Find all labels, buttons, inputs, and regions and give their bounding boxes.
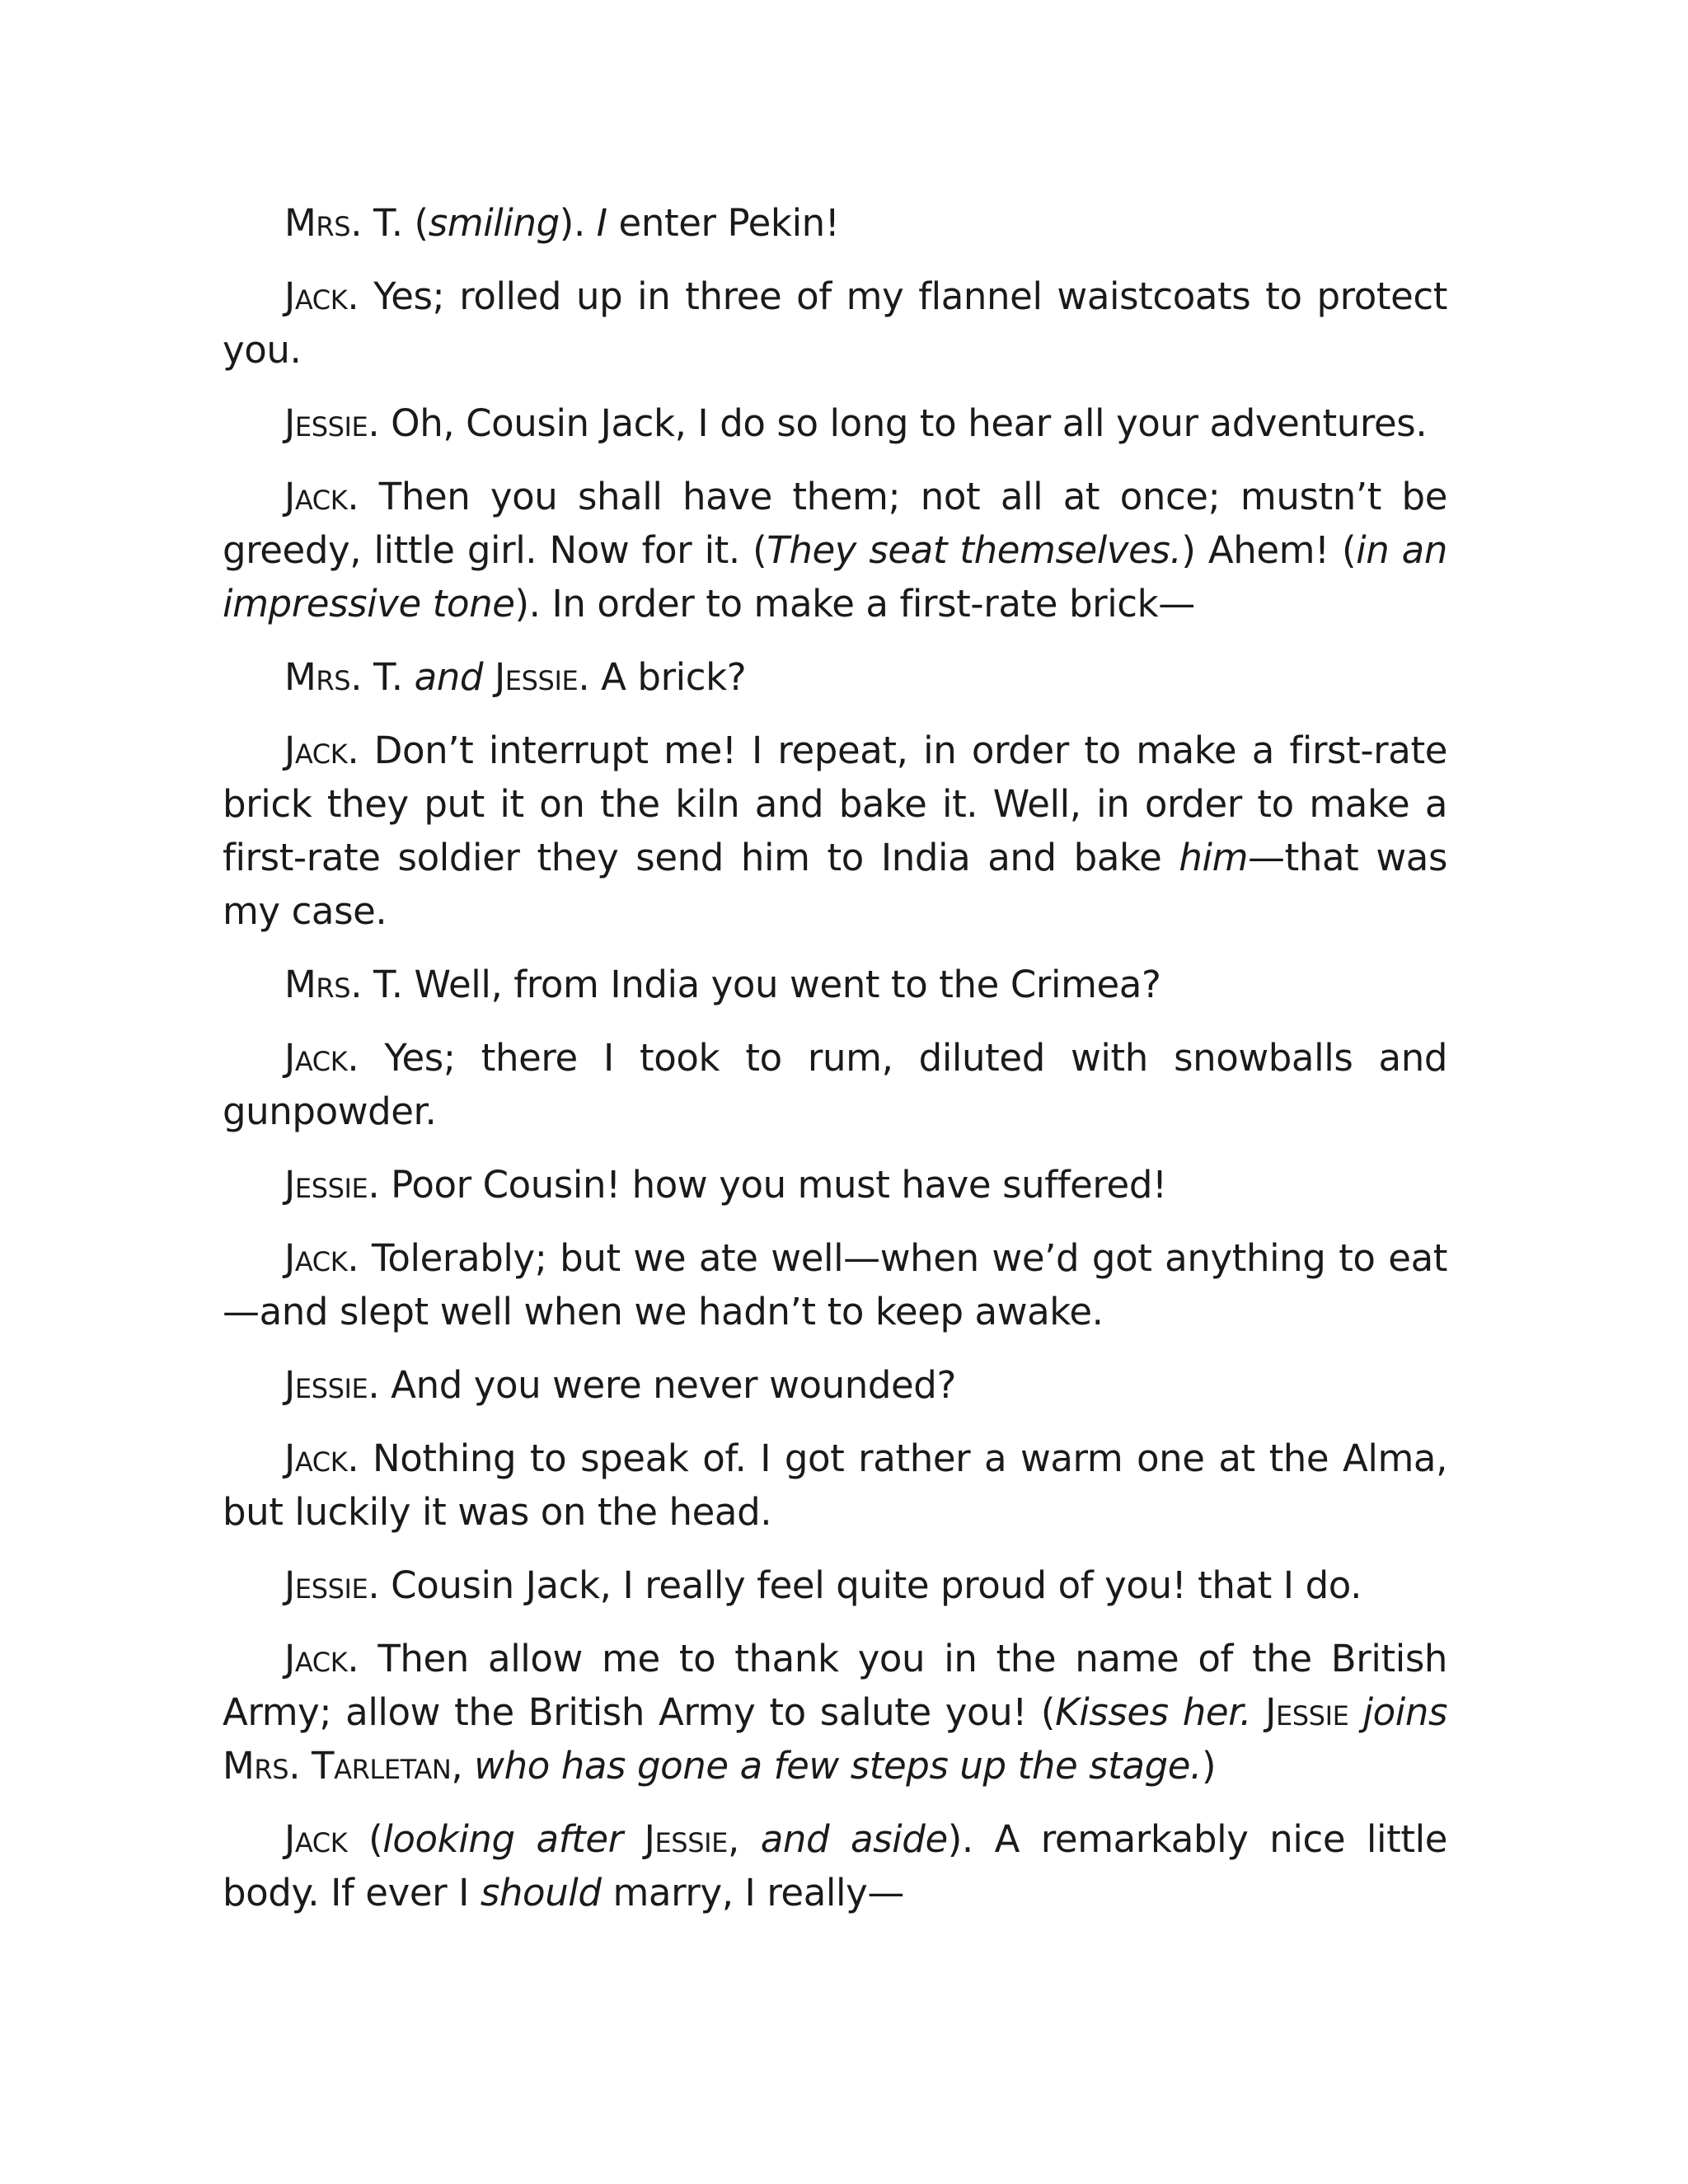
dialogue-text: marry, I really— [601, 1871, 904, 1915]
dialogue-text: , [727, 1817, 761, 1861]
speaker-name: Jessie [494, 655, 579, 699]
dialogue-text: enter Pekin! [607, 201, 840, 245]
dialogue-text: . And you were never wounded? [368, 1363, 956, 1407]
dialogue-text: . T. [350, 655, 415, 699]
speaker-name: Tarletan [312, 1744, 452, 1788]
stage-direction: should [480, 1871, 602, 1915]
stage-direction: looking after [382, 1817, 623, 1861]
dialogue-paragraph [223, 958, 1447, 1011]
stage-direction: smiling [428, 201, 560, 245]
stage-direction: They seat themselves. [767, 528, 1182, 572]
speaker-name: Jack [284, 274, 348, 318]
dialogue-text: . Then you shall have them; not all at once; mustn’t be greedy, little girl. Now for it. ( [223, 475, 1447, 572]
speaker-name: Mrs [284, 201, 351, 245]
stage-direction: who has gone a few steps up the stage. [474, 1744, 1202, 1788]
dialogue-text: . Then allow me to thank you in the name of the British Army; allow the British Army to salute you! ( [223, 1637, 1447, 1734]
dialogue-paragraph [223, 470, 1447, 630]
dialogue-text [1251, 1690, 1265, 1734]
dialogue-text: . Poor Cousin! how you must have suffered! [368, 1163, 1167, 1207]
dialogue-text: , [451, 1744, 475, 1788]
dialogue-text: . Tolerably; but we ate well—when we’d got anything to eat —and slept well when we hadn’t to keep awake. [223, 1236, 1447, 1333]
speaker-name: Jessie [284, 1363, 368, 1407]
stage-direction: I [596, 201, 607, 245]
dialogue-text: ) [1201, 1744, 1217, 1788]
speaker-name: Jessie [1265, 1690, 1349, 1734]
speaker-name: Jack [284, 1436, 348, 1480]
speaker-name: Mrs [284, 963, 351, 1006]
dialogue-text: . Nothing to speak of. I got rather a warm one at the Alma, but luckily it was on the head. [223, 1436, 1447, 1534]
dialogue-text: . Oh, Cousin Jack, I do so long to hear all your adventures. [368, 401, 1428, 445]
speaker-name: Jessie [644, 1817, 728, 1861]
speaker-name: Mrs [223, 1744, 289, 1788]
dialogue-text: . T. Well, from India you went to the Crimea? [350, 963, 1161, 1006]
dialogue-text: ( [347, 1817, 383, 1861]
stage-direction: him [1179, 836, 1249, 879]
dialogue-paragraph [223, 1231, 1447, 1338]
dialogue-paragraph [223, 1158, 1447, 1212]
speaker-name: Jack [284, 1637, 348, 1680]
dialogue-paragraph [223, 1632, 1447, 1793]
speaker-name: Jack [284, 1817, 348, 1861]
stage-direction: and [414, 655, 484, 699]
speaker-name: Jessie [284, 1163, 368, 1207]
speaker-name: Mrs [284, 655, 351, 699]
stage-direction: Kisses her. [1055, 1690, 1252, 1734]
document-page [223, 196, 1447, 1939]
dialogue-text: . Yes; rolled up in three of my flannel waistcoats to protect you. [223, 274, 1447, 372]
dialogue-paragraph [223, 1031, 1447, 1138]
speaker-name: Jack [284, 475, 348, 518]
dialogue-text: . T. ( [350, 201, 429, 245]
dialogue-text [623, 1817, 645, 1861]
dialogue-paragraph [223, 1812, 1447, 1919]
dialogue-paragraph [223, 196, 1447, 250]
dialogue-text: ). [559, 201, 597, 245]
dialogue-text: ). A remarkably nice little body. If ever I [223, 1817, 1447, 1915]
dialogue-paragraph [223, 1432, 1447, 1539]
dialogue-paragraph [223, 1358, 1447, 1412]
dialogue-text: . [288, 1744, 312, 1788]
dialogue-text: . A brick? [578, 655, 747, 699]
dialogue-text: —that was my case. [223, 836, 1447, 933]
dialogue-text: . Cousin Jack, I really feel quite proud of you! that I do. [368, 1563, 1362, 1607]
speaker-name: Jessie [284, 401, 368, 445]
dialogue-text [483, 655, 495, 699]
dialogue-text: . Don’t interrupt me! I repeat, in order to make a first-rate brick they put it on the kiln and bake it. Well, in order to make a first-rate soldier they send him to India and bake [223, 729, 1447, 879]
speaker-name: Jessie [284, 1563, 368, 1607]
dialogue-paragraph [223, 269, 1447, 377]
stage-direction: and aside [760, 1817, 948, 1861]
dialogue-text: . Yes; there I took to rum, diluted with snowballs and gunpowder. [223, 1036, 1447, 1133]
stage-direction: in an impressive tone [223, 528, 1447, 626]
dialogue-text [1348, 1690, 1362, 1734]
speaker-name: Jack [284, 1236, 348, 1280]
dialogue-paragraph [223, 724, 1447, 938]
stage-direction: joins [1362, 1690, 1447, 1734]
dialogue-paragraph [223, 396, 1447, 450]
dialogue-paragraph [223, 650, 1447, 704]
speaker-name: Jack [284, 729, 348, 772]
speaker-name: Jack [284, 1036, 348, 1080]
dialogue-text: ) Ahem! ( [1181, 528, 1357, 572]
dialogue-text: ). In order to make a first-rate brick— [514, 582, 1195, 626]
dialogue-paragraph [223, 1558, 1447, 1612]
